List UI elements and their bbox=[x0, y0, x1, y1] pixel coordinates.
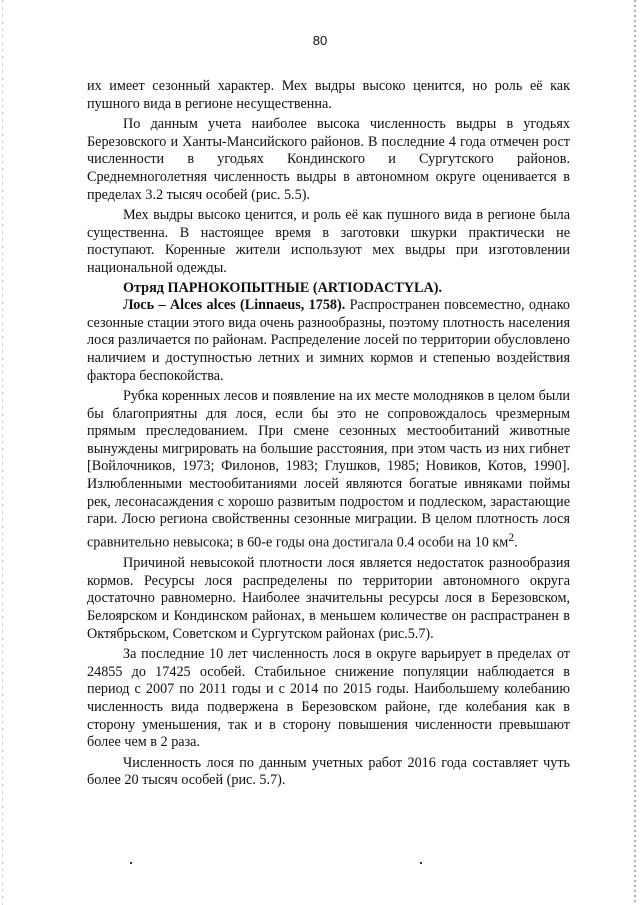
species-name: Лось – Alces alces (Linnaeus, 1758). bbox=[123, 297, 346, 314]
elk-habitat-text: Рубка коренных лесов и появление на их месте молодняков в целом были бы благоприятны для лося, если бы это не сопровождалось чрезмерным прямым преследованием. При смене сезонных местообитаний животные вынуждены мигрировать на большие расстояния, при этом часть из них гибнет [Войлочников, 1973; Филонов, 1983; Глушков, 1985; Новиков, Котов, 1990]. Излюбленными местообитаниями лосей являются богатые ивняками поймы рек, лесонасаждения с хорошо развитым подростом и подлеском, зарастающие гари. Лосю региона свойственны сезонные миграции. В целом плотность лося сравнительно невысока; в 60-е годы она достигала 0.4 особи на 10 км bbox=[87, 388, 570, 551]
paragraph-elk-resources: Причиной невысокой плотности лося является недостаток разнообразия кормов. Ресурсы лося распределены по территории автономного округа достаточно равномерно. Наиболее значительны ресурсы лося в Березовском, Белоярском и Кондинском районах, в меньшем количестве он распрастранен в Октябрьском, Советском и Сургутском районах (рис.5.7). bbox=[87, 555, 570, 642]
paragraph-elk-dynamics: За последние 10 лет численность лося в округе варьирует в пределах от 24855 до 17425 особей. Стабильное снижение популяции наблюдается в период с 2007 по 2011 годы и с 2014 по 2015 годы. Наибольшему колебанию численность вида подвержена в Березовском районе, где колебания как в сторону уменьшения, так и в сторону повышения численности превышают более чем в 2 раза. bbox=[87, 646, 570, 751]
scan-dot-right bbox=[420, 862, 422, 864]
scan-dot-left bbox=[130, 862, 132, 864]
section-heading: Отряд ПАРНОКОПЫТНЫЕ (ARTIODACTYLA). bbox=[123, 279, 443, 296]
paragraph-otter-fur-value: Мех выдры высоко ценится, и роль её как пушного вида в регионе была существенна. В настоящее время в заготовки шкурки практически не поступают. Коренные жители используют мех выдры при изготовлении национальной одежды. bbox=[87, 207, 570, 276]
page-number: 80 bbox=[312, 33, 328, 48]
paragraph-elk-intro bbox=[87, 297, 570, 385]
paragraph-elk-2016: Численность лося по данным учетных работ 2016 года составляет чуть более 20 тысяч особей (рис. 5.7). bbox=[87, 754, 570, 789]
paragraph-otter-fur-role: их имеет сезонный характер. Мех выдры высоко ценится, но роль её как пушного вида в регионе несущественна. bbox=[87, 78, 570, 112]
scan-edge-left bbox=[2, 0, 3, 905]
scan-edge-right bbox=[634, 0, 636, 905]
period: . bbox=[514, 534, 518, 551]
paragraph-elk-habitat bbox=[87, 388, 570, 552]
paragraph-otter-census: По данным учета наиболее высока численность выдры в угодьях Березовского и Ханты-Мансийского районов. В последние 4 года отмечен рост численности в угодьях Кондинского и Сургутского районов. Среднемноголетняя численность выдры в автономном округе оценивается в пределах 3.2 тысяч особей (рис. 5.5). bbox=[87, 116, 570, 203]
superscript-2: 2 bbox=[508, 529, 515, 544]
document-body bbox=[87, 78, 570, 790]
elk-intro-text: Распространен повсеместно, однако сезонные стации этого вида очень разнообразны, поэтому плотность населения лося различается по районам. Распределение лосей по территории обусловлено наличием и доступностью летних и зимних кормов и степенью воздействия фактора беспокойства. bbox=[87, 297, 570, 384]
